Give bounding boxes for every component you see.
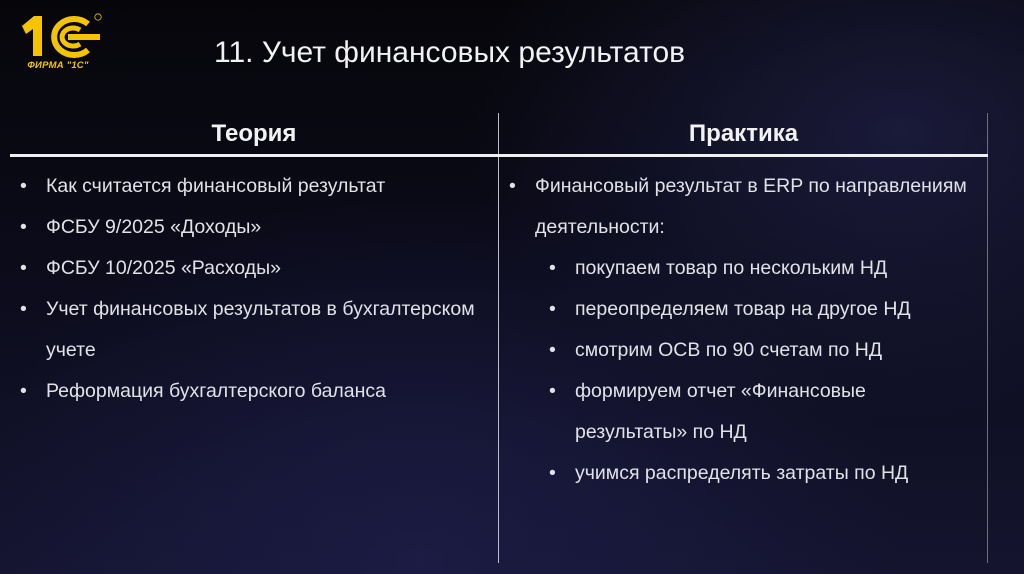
- list-item: [10, 166, 480, 207]
- list-item-text: Учет финансовых результатов в бухгалтерском учете: [46, 298, 475, 361]
- registered-mark-icon: [95, 14, 101, 20]
- sub-list-item: [499, 289, 979, 330]
- bullet-icon: •: [549, 257, 556, 279]
- sub-list-item: [499, 248, 979, 289]
- company-logo: [18, 12, 102, 74]
- list-item-text: Финансовый результат в ERP по направлениям деятельности:: [535, 175, 967, 238]
- list-item-text: ФСБУ 10/2025 «Расходы»: [46, 257, 281, 279]
- list-item: [10, 207, 480, 248]
- sub-list-item-text: смотрим ОСВ по 90 счетам по НД: [575, 339, 883, 361]
- sub-list-item-text: покупаем товар по нескольким НД: [575, 257, 888, 279]
- bullet-icon: •: [20, 380, 27, 402]
- sub-list-item-text: формируем отчет «Финансовые результаты» по НД: [575, 380, 866, 443]
- sub-list-item: [499, 330, 979, 371]
- bullet-icon: •: [20, 257, 27, 279]
- list-item-text: Реформация бухгалтерского баланса: [46, 380, 387, 402]
- bullet-icon: •: [20, 175, 27, 197]
- sub-list-item-text: переопределяем товар на другое НД: [575, 298, 911, 320]
- logo-caption: ФИРМА "1С": [27, 60, 89, 71]
- sub-list-container: [499, 248, 979, 494]
- list-item-text: Как считается финансовый результат: [46, 175, 386, 197]
- bullet-icon: •: [20, 298, 27, 320]
- slide-title: 11. Учет финансовых результатов: [214, 36, 686, 69]
- list-item: [10, 248, 480, 289]
- bullet-icon: •: [549, 339, 556, 361]
- practice-sub-list: [499, 248, 979, 494]
- theory-list: [10, 166, 480, 412]
- list-item: [10, 289, 480, 371]
- list-item: [10, 371, 480, 412]
- bullet-icon: •: [549, 380, 556, 402]
- list-item: [499, 166, 979, 248]
- bullet-icon: •: [509, 175, 516, 197]
- sub-list-item-text: учимся распределять затраты по НД: [575, 462, 909, 484]
- bullet-icon: •: [549, 298, 556, 320]
- comparison-table: [10, 113, 988, 563]
- table-right-border: [987, 113, 988, 563]
- bullet-icon: •: [549, 462, 556, 484]
- bullet-icon: •: [20, 216, 27, 238]
- sub-list-item: [499, 453, 979, 494]
- 1c-logo-icon: [18, 12, 102, 60]
- list-item-text: ФСБУ 9/2025 «Доходы»: [46, 216, 262, 238]
- header-rule: [10, 154, 988, 157]
- column-header-theory: Теория: [211, 120, 297, 147]
- column-header-practice: Практика: [688, 120, 799, 147]
- sub-list-item: [499, 371, 979, 453]
- practice-list: [499, 166, 979, 494]
